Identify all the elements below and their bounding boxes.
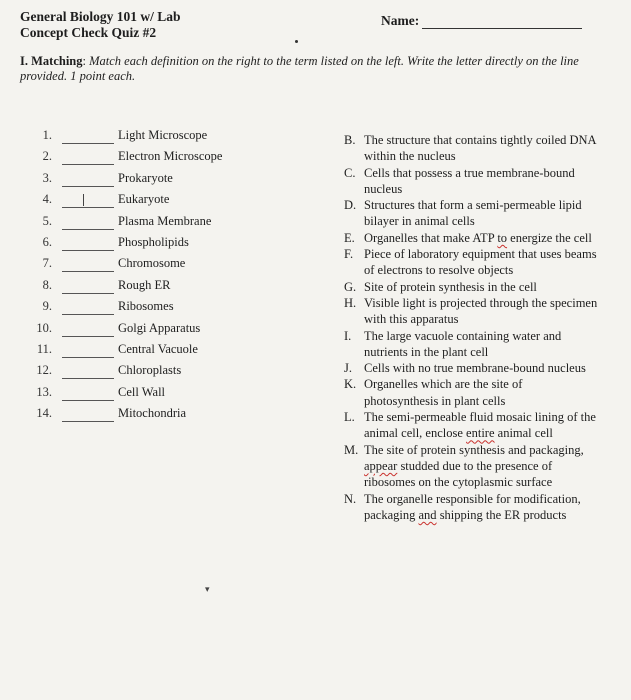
definition-text <box>364 492 581 522</box>
definition-letter: F. <box>344 247 354 262</box>
definition-letter: M. <box>344 442 359 457</box>
spellcheck-word: appear <box>364 458 398 473</box>
term-number: 4. <box>42 192 52 207</box>
definition-item <box>338 491 598 524</box>
spellcheck-word: and <box>418 507 437 522</box>
definition-item <box>338 165 598 198</box>
term-text: Central Vacuole <box>118 342 198 356</box>
definition-text: Cells with no true membrane-bound nucleus <box>364 361 586 376</box>
term-row <box>0 149 300 169</box>
definition-text-part: animal cell <box>494 426 553 441</box>
term-number: 1. <box>42 128 52 142</box>
definition-item <box>338 246 598 279</box>
term-number: 9. <box>42 299 52 314</box>
answer-blank[interactable] <box>62 229 114 230</box>
term-text: Rough ER <box>118 277 171 292</box>
answer-blank[interactable] <box>62 186 114 187</box>
definition-text <box>364 410 596 440</box>
definition-item <box>338 132 598 165</box>
definition-text-part: energize the cell <box>507 230 592 245</box>
instructions-text: Match each definition on the right to the term listed on the left. Write the letter directly on the line provided. 1 point each. <box>20 54 579 83</box>
term-number: 10. <box>36 320 52 335</box>
term-row <box>0 214 300 234</box>
definition-letter: J. <box>344 361 352 376</box>
answer-blank[interactable] <box>62 336 114 337</box>
definition-text: Visible light is projected through the specimen with this apparatus <box>364 295 598 327</box>
term-text: Chloroplasts <box>118 363 182 378</box>
answer-blank[interactable] <box>62 293 114 294</box>
definition-item <box>338 360 598 376</box>
spellcheck-word: to <box>497 230 508 245</box>
term-row <box>0 363 300 383</box>
term-text: Eukaryote <box>118 192 170 207</box>
term-row <box>0 256 300 276</box>
name-blank[interactable] <box>422 28 582 29</box>
term-text: Phospholipids <box>118 235 189 249</box>
definition-letter: L. <box>344 410 355 425</box>
definition-text-part: shipping the ER products <box>436 507 567 522</box>
term-row <box>0 192 300 212</box>
term-row <box>0 385 300 405</box>
section-colon: : <box>82 54 90 68</box>
answer-blank[interactable] <box>62 164 114 165</box>
answer-blank[interactable] <box>62 400 114 401</box>
definition-text-part: studded due to the presence of ribosomes on the cytoplasmic surface <box>364 458 553 490</box>
term-number: 6. <box>42 235 52 249</box>
term-row <box>0 406 300 426</box>
definition-item <box>338 376 598 409</box>
term-row <box>0 235 300 255</box>
answer-blank[interactable] <box>62 314 114 315</box>
term-text: Light Microscope <box>118 128 208 142</box>
definition-letter: H. <box>344 295 357 310</box>
definition-item <box>338 295 598 328</box>
answer-blank[interactable] <box>62 250 114 251</box>
term-row <box>0 342 300 362</box>
stray-mark: ▾ <box>205 584 210 594</box>
definition-item <box>338 409 598 442</box>
definition-letter: N. <box>344 491 357 506</box>
answer-blank[interactable] <box>62 421 114 422</box>
definition-letter: B. <box>344 133 356 147</box>
definition-text: Piece of laboratory equipment that uses beams of electrons to resolve objects <box>364 247 597 278</box>
definition-letter: E. <box>344 230 355 245</box>
definition-item <box>338 279 598 295</box>
term-number: 8. <box>42 277 52 292</box>
term-text: Mitochondria <box>118 406 187 421</box>
term-row <box>0 299 300 319</box>
definition-letter: G. <box>344 279 357 294</box>
course-title: General Biology 101 w/ Lab <box>20 9 181 24</box>
stray-dot <box>295 40 298 43</box>
term-text: Chromosome <box>118 256 186 271</box>
definition-text-part: Organelles that make ATP <box>364 230 498 245</box>
term-row <box>0 278 300 298</box>
spellcheck-word: entire <box>466 426 495 441</box>
definition-text: The large vacuole containing water and nutrients in the plant cell <box>364 328 562 359</box>
definition-list <box>338 132 598 523</box>
term-number: 11. <box>36 342 52 356</box>
definition-item <box>338 230 598 246</box>
definition-text: Structures that form a semi-permeable lipid bilayer in animal cells <box>364 198 582 229</box>
definition-text: Site of protein synthesis in the cell <box>364 279 537 294</box>
term-text: Plasma Membrane <box>118 213 212 228</box>
definition-text: Cells that possess a true membrane-bound nucleus <box>364 165 575 196</box>
term-number: 14. <box>36 406 52 421</box>
answer-blank[interactable] <box>62 378 114 379</box>
definition-letter: D. <box>344 198 357 213</box>
quiz-title: Concept Check Quiz #2 <box>20 25 157 40</box>
answer-blank[interactable] <box>62 271 114 272</box>
term-text: Cell Wall <box>118 384 166 399</box>
instructions <box>20 54 580 84</box>
term-number: 3. <box>42 170 52 185</box>
term-number: 7. <box>42 256 52 271</box>
definition-letter: I. <box>344 328 352 343</box>
section-heading: I. Matching <box>20 54 83 68</box>
term-text: Electron Microscope <box>118 149 223 164</box>
term-text: Ribosomes <box>118 299 174 314</box>
term-number: 5. <box>42 213 52 228</box>
term-number: 12. <box>36 363 52 378</box>
definition-item <box>338 328 598 361</box>
answer-blank[interactable] <box>62 143 114 144</box>
definition-item <box>338 197 598 230</box>
term-row <box>0 321 300 341</box>
answer-blank[interactable] <box>62 357 114 358</box>
answer-blank[interactable] <box>62 207 114 208</box>
definition-text-part: The organelle responsible for modification, packaging <box>364 491 581 522</box>
definition-text: Organelles which are the site of photosynthesis in plant cells <box>364 377 523 408</box>
name-label: Name: <box>381 13 420 28</box>
definition-letter: C. <box>344 165 356 180</box>
term-row <box>0 128 300 148</box>
definition-text-part: The semi-permeable fluid mosaic lining of the animal cell, enclose <box>364 410 596 441</box>
header-title <box>20 9 181 41</box>
definition-text <box>364 443 584 490</box>
term-text: Golgi Apparatus <box>118 320 201 335</box>
term-row <box>0 171 300 191</box>
pencil-mark <box>83 194 84 206</box>
term-text: Prokaryote <box>118 170 173 185</box>
definition-letter: K. <box>344 377 357 392</box>
term-number: 13. <box>36 384 52 399</box>
definition-text <box>364 231 592 245</box>
term-number: 2. <box>42 149 52 164</box>
definition-item <box>338 442 598 491</box>
definition-text: The structure that contains tightly coiled DNA within the nucleus <box>364 133 596 164</box>
definition-text-part: The site of protein synthesis and packaging, <box>364 442 584 457</box>
